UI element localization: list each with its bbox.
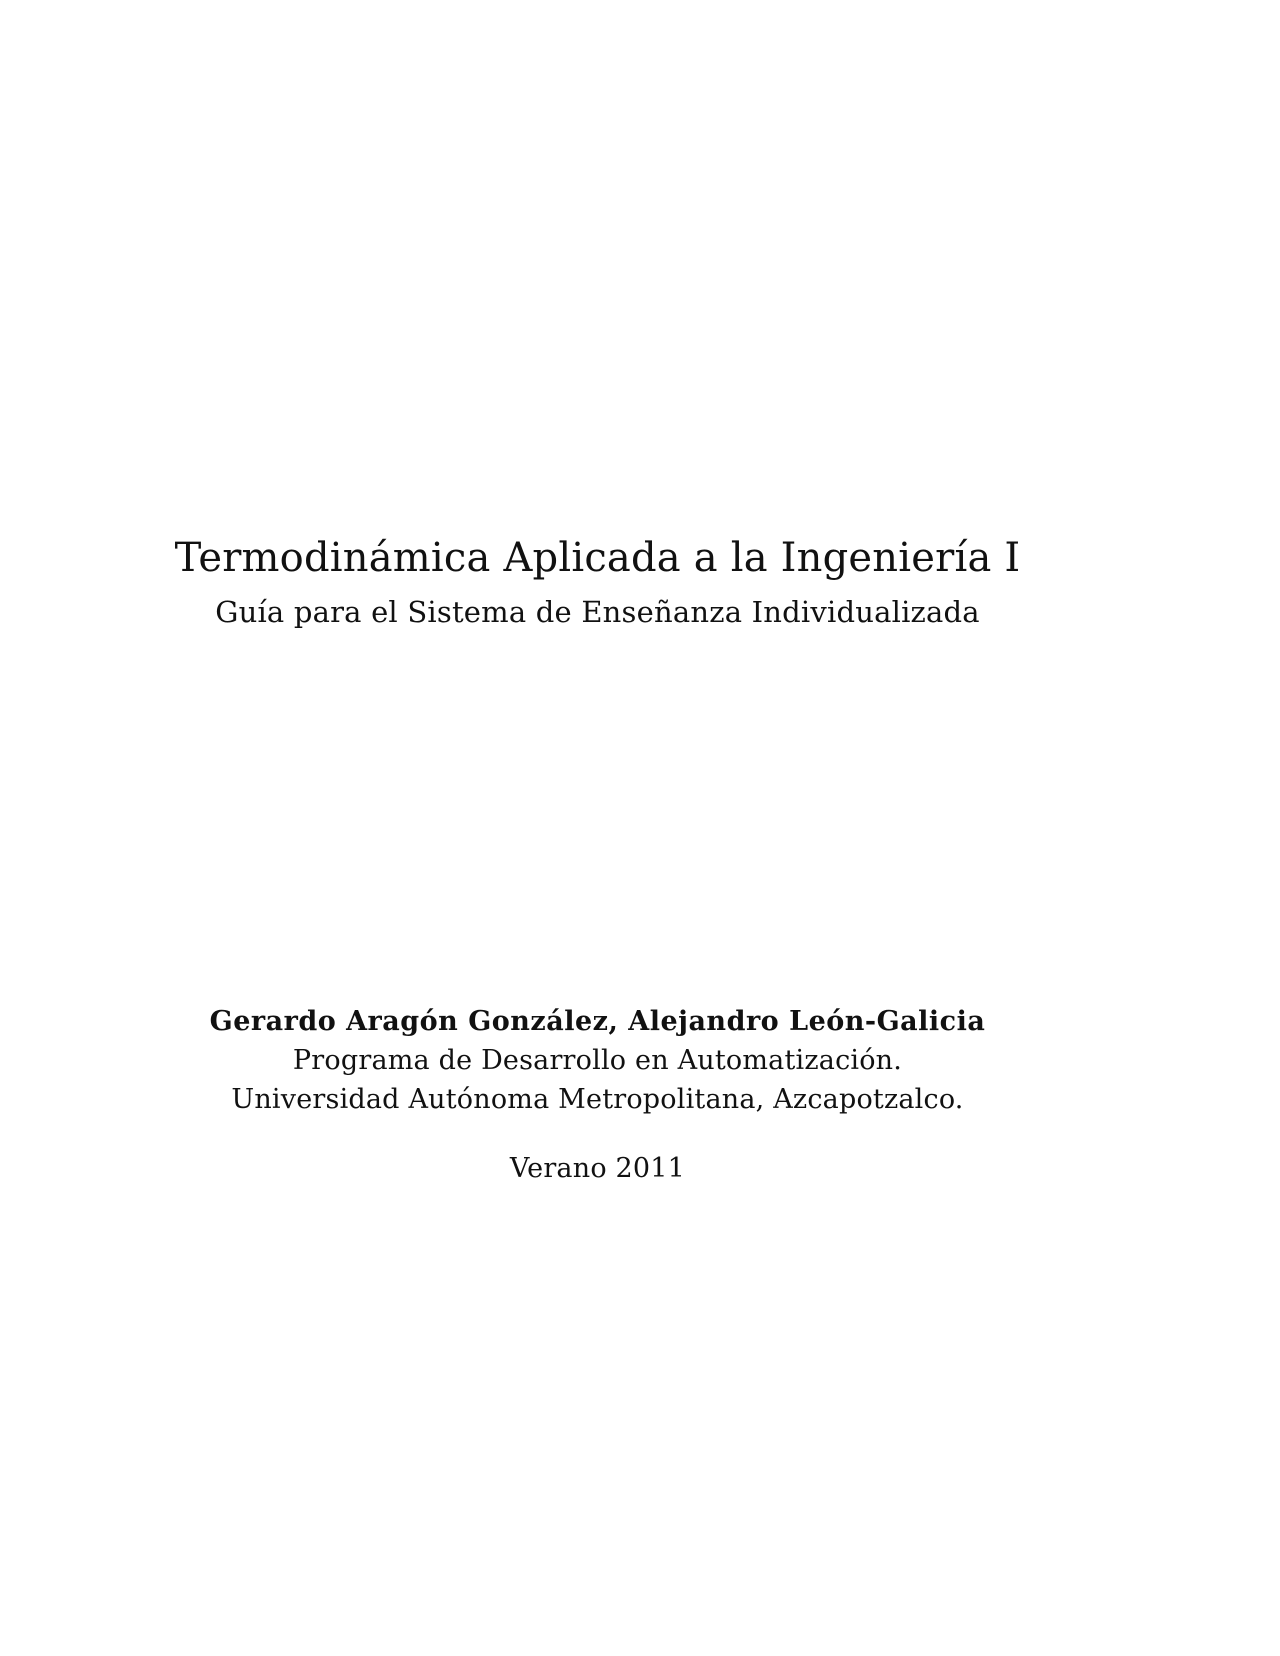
- author-names: Gerardo Aragón González, Alejandro León-Galicia: [209, 1006, 986, 1037]
- document-title: Termodinámica Aplicada a la Ingeniería I: [174, 535, 1021, 581]
- affiliation-university: Universidad Autónoma Metropolitana, Azcapotzalco.: [231, 1084, 964, 1115]
- document-subtitle: Guía para el Sistema de Enseñanza Individualizada: [215, 595, 980, 629]
- publication-date: Verano 2011: [509, 1153, 686, 1184]
- affiliation-program: Programa de Desarrollo en Automatización.: [292, 1045, 903, 1076]
